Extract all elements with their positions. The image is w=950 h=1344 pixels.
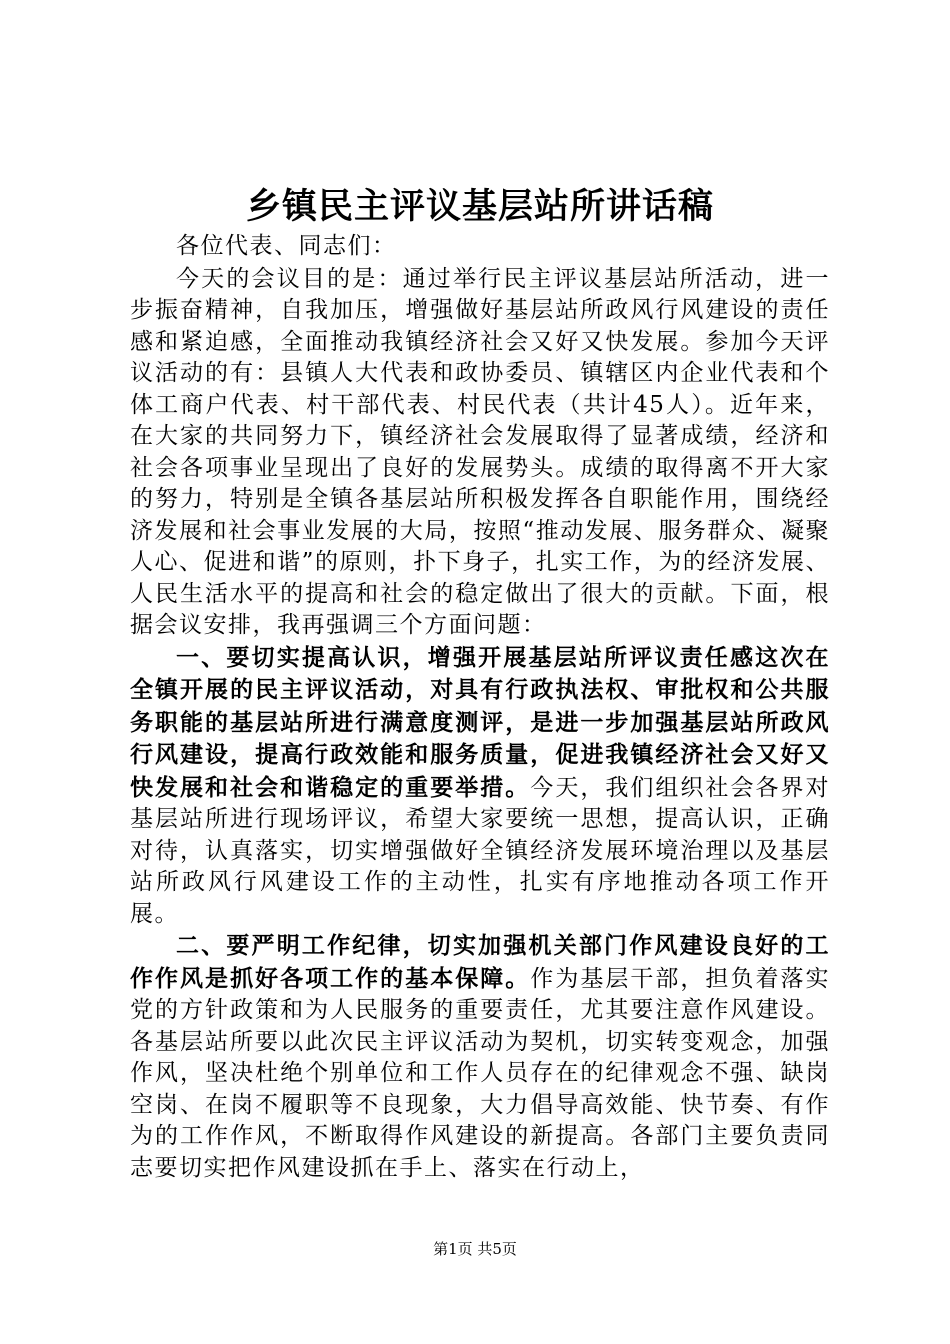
paragraph-intro <box>130 263 830 642</box>
paragraph-text: 今天的会议目的是：通过举行民主评议基层站所活动，进一步振奋精神，自我加压，增强做好基层站所政风行风建设的责任感和紧迫感，全面推动我镇经济社会又好又快发展。参加今天评议活动的有：县镇人大代表和政协委员、镇辖区内企业代表和个体工商户代表、村干部代表、村民代表（共计45人）。近年来，在大家的共同努力下，镇经济社会发展取得了显著成绩，经济和社会各项事业呈现出了良好的发展势头。成绩的取得离不开大家的努力，特别是全镇各基层站所积极发挥各自职能作用，围绕经济发展和社会事业发展的大局，按照“推动发展、服务群众、凝聚人心、促进和谐”的原则，扑下身子，扎实工作，为的经济发展、人民生活水平的提高和社会的稳定做出了很大的贡献。下面，根据会议安排，我再强调三个方面问题： <box>130 265 830 638</box>
page-footer: 第1页 共5页 <box>433 1240 517 1258</box>
paragraph-text: 作为基层干部，担负着落实党的方针政策和为人民服务的重要责任，尤其要注意作风建设。各基层站所要以此次民主评议活动为契机，切实转变观念，加强作风，坚决杜绝个别单位和工作人员存在的纪律观念不强、缺岗空岗、在岗不履职等不良现象，大力倡导高效能、快节奏、有作为的工作作风，不断取得作风建设的新提高。各部门主要负责同志要切实把作风建设抓在手上、落实在行动上， <box>130 965 831 1181</box>
section-heading-2: 二、要严明工作纪律，切实加强机关部门作风建设良好的工作作风是抓好各项工作的基本保障。 <box>130 932 830 992</box>
document-body <box>130 231 830 1184</box>
paragraph-text: 今天，我们组织社会各界对基层站所进行现场评议，希望大家要统一思想，提高认识，正确对待，认真落实，切实增强做好全镇经济发展环境治理以及基层站所政风行风建设工作的主动性，扎实有序地推动各项工作开展。 <box>130 774 831 927</box>
section-heading-1: 一、要切实提高认识，增强开展基层站所评议责任感这次在全镇开展的民主评议活动，对具有行政执法权、审批权和公共服务职能的基层站所进行满意度测评，是进一步加强基层站所政风行风建设，提高行政效能和服务质量，促进我镇经济社会又好又快发展和社会和谐稳定的重要举措。 <box>130 643 830 801</box>
paragraph-section-2 <box>130 930 830 1184</box>
salutation: 各位代表、同志们： <box>176 233 397 259</box>
paragraph-section-1 <box>130 642 830 931</box>
document-title: 乡镇民主评议基层站所讲话稿 <box>245 186 714 227</box>
